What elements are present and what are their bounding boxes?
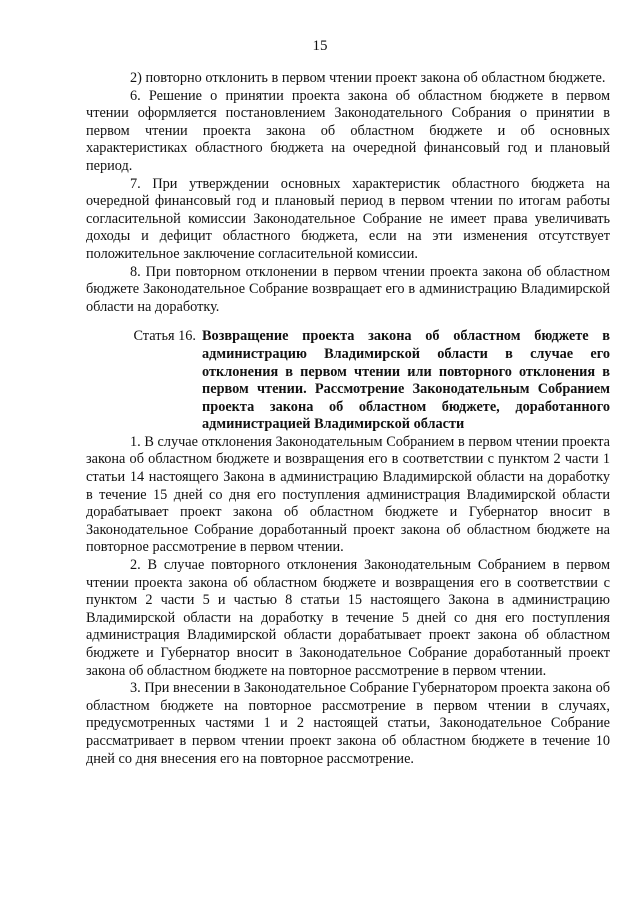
page-number: 15: [312, 38, 328, 54]
paragraph: 3. При внесении в Законодательное Собрание Губернатором проекта закона об областном бюджете на повторное рассмотрение в первом чтении в случаях, предусмотренных частями 1 и 2 настоящей статьи, Законодательное Собрание рассматривает в первом чтении проект закона об областном бюджете в течение 10 дней со дня внесения его на повторное рассмотрение.: [86, 680, 610, 767]
paragraph: 8. При повторном отклонении в первом чтении проекта закона об областном бюджете Законодательное Собрание возвращает его в администрацию Владимирской области на доработку.: [86, 263, 610, 315]
article-title: Возвращение проекта закона об областном бюджете в администрацию Владимирской области в случае его отклонения в первом чтении или повторного отклонения в первом чтении. Рассмотрение Законодательным Собранием проекта закона об областном бюджете, доработанного администрацией Владимирской области: [202, 328, 610, 433]
paragraph: 6. Решение о принятии проекта закона об областном бюджете в первом чтении оформляется постановлением Законодательного Собрания о принятии в первом чтении проекта закона об областном бюджете и об основных характеристиках областного бюджета на очередной финансовый год и плановый период.: [86, 87, 610, 174]
document-body: [86, 70, 610, 768]
paragraph: 1. В случае отклонения Законодательным Собранием в первом чтении проекта закона об областном бюджете и возвращения его в соответствии с пунктом 2 части 1 статьи 14 настоящего Закона в администрацию Владимирской области на доработку в течение 15 дней со дня его поступления администрация Владимирской области дорабатывает проект закона об областном бюджете и Губернатор вносит в Законодательное Собрание доработанный проект закона об областном бюджете на повторное рассмотрение в первом чтении.: [86, 433, 610, 556]
paragraph: 7. При утверждении основных характеристик областного бюджета на очередной финансовый год и плановый период в первом чтении по итогам работы согласительной комиссии Законодательное Собрание не имеет права увеличивать доходы и дефицит областного бюджета, если на эти изменения отсутствует положительное заключение согласительной комиссии.: [86, 175, 610, 262]
paragraph: 2) повторно отклонить в первом чтении проект закона об областном бюджете.: [130, 70, 606, 86]
article-heading: [86, 328, 610, 434]
article-label: Статья 16.: [133, 328, 196, 345]
paragraph: 2. В случае повторного отклонения Законодательным Собранием в первом чтении проекта закона об областном бюджете и возвращения его в соответствии с пунктом 2 части 5 и частью 8 статьи 15 настоящего Закона в администрацию Владимирской области на доработку в течение 5 дней со дня его поступления администрация Владимирской области дорабатывает проект закона об областном бюджете и Губернатор вносит в Законодательное Собрание доработанный проект закона об областном бюджете на повторное рассмотрение в первом чтении.: [86, 557, 610, 679]
